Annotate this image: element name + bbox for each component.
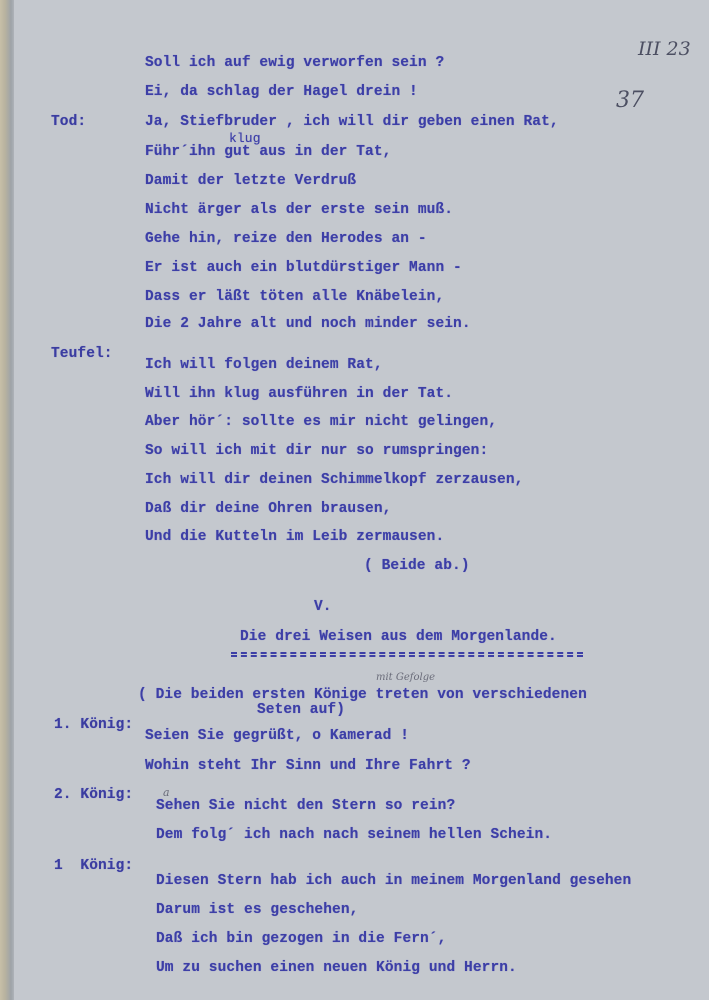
verse-line: Sehen Sie nicht den Stern so rein? (156, 798, 456, 814)
verse-line: Dem folg´ ich nach nach seinem hellen Schein. (156, 827, 553, 843)
verse-line: Daß ich bin gezogen in die Fern´, (156, 931, 447, 947)
stage-direction: ( Die beiden ersten Könige treten von verschiedenen (138, 687, 587, 703)
verse-line: Die 2 Jahre alt und noch minder sein. (145, 316, 471, 332)
handwritten-correction: a (163, 786, 170, 799)
verse-line: Ich will folgen deinem Rat, (145, 357, 383, 373)
verse-line: Seien Sie gegrüßt, o Kamerad ! (145, 728, 410, 744)
scene-number: V. (314, 599, 332, 615)
speaker-label: 1. König: (54, 717, 134, 733)
handwritten-insertion: mit Gefolge (376, 672, 436, 683)
title-underline (231, 652, 583, 657)
verse-line: Nicht ärger als der erste sein muß. (145, 202, 454, 218)
verse-line: Wohin steht Ihr Sinn und Ihre Fahrt ? (145, 758, 471, 774)
stage-direction: ( Beide ab.) (364, 558, 470, 574)
verse-line: Diesen Stern hab ich auch in meinem Morgenland gesehen (156, 873, 632, 889)
verse-line: Dass er läßt töten alle Knäbelein, (145, 289, 445, 305)
speaker-label: 2. König: (54, 787, 134, 803)
speaker-label: Teufel: (51, 346, 113, 362)
verse-line: Und die Kutteln im Leib zermausen. (145, 529, 445, 545)
verse-line: Soll ich auf ewig verworfen sein ? (145, 55, 445, 71)
book-binding-edge (0, 0, 14, 1000)
verse-line: Damit der letzte Verdruß (145, 173, 357, 189)
speaker-label: 1 König: (54, 858, 134, 874)
verse-line: Er ist auch ein blutdürstiger Mann - (145, 260, 462, 276)
verse-line: Führ´ihn gut aus in der Tat, (145, 144, 392, 160)
page-number: 37 (616, 88, 644, 113)
verse-line: Aber hör´: sollte es mir nicht gelingen, (145, 414, 498, 430)
stage-direction: Seten auf) (257, 702, 346, 718)
verse-line: Ich will dir deinen Schimmelkopf zerzausen, (145, 472, 524, 488)
verse-line: Daß dir deine Ohren brausen, (145, 501, 392, 517)
verse-line: Um zu suchen einen neuen König und Herrn. (156, 960, 517, 976)
folio-number: III 23 (638, 38, 691, 60)
verse-line: Gehe hin, reize den Herodes an - (145, 231, 427, 247)
verse-line: Ei, da schlag der Hagel drein ! (145, 84, 418, 100)
verse-line: Ja, Stiefbruder , ich will dir geben einen Rat, (145, 114, 559, 130)
handwritten-insertion: klug (229, 131, 261, 146)
speaker-label: Tod: (51, 114, 87, 130)
scene-title: Die drei Weisen aus dem Morgenlande. (240, 629, 557, 645)
verse-line: So will ich mit dir nur so rumspringen: (145, 443, 489, 459)
verse-line: Darum ist es geschehen, (156, 902, 359, 918)
verse-line: Will ihn klug ausführen in der Tat. (145, 386, 454, 402)
